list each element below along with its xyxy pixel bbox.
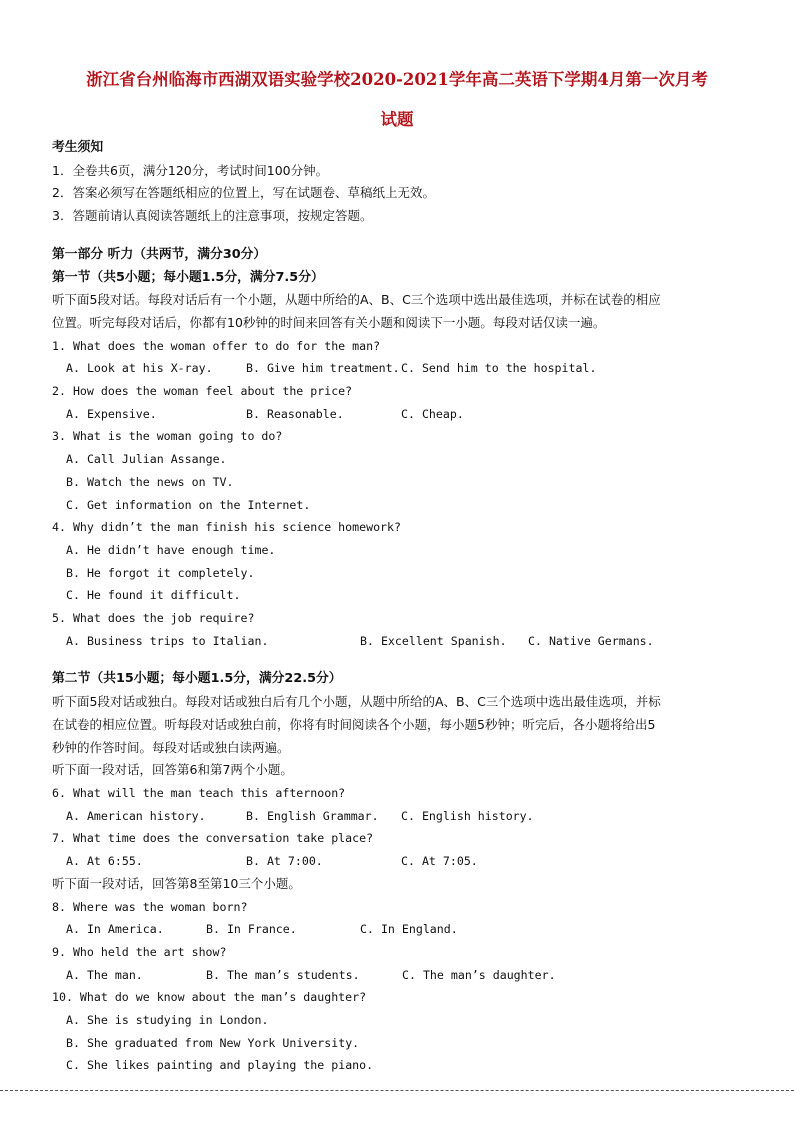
question-7-stem: 7. What time does the conversation take place? — [52, 831, 374, 846]
question-7-option-c: C. At 7:05. — [401, 854, 478, 869]
question-6-options — [52, 805, 752, 828]
question-5-options — [52, 630, 752, 653]
question-2-option-b: B. Reasonable. — [246, 406, 344, 421]
question-6-option-a: A. American history. — [66, 808, 206, 823]
question-10-option-b: B. She graduated from New York University. — [66, 1035, 360, 1050]
question-9-option-c: C. The man’s daughter. — [402, 967, 556, 982]
question-3-option-c: C. Get information on the Internet. — [66, 497, 311, 512]
question-2-stem-text: 2. How does the woman feel about the price? — [52, 384, 353, 399]
question-9-option-a: A. The man. — [66, 967, 143, 982]
exam-content — [52, 137, 752, 1077]
section2-instructions-1: 听下面5段对话或独白。每段对话或独白后有几个小题，从题中所给的A、B、C三个选项中选出最佳选项，并标 — [52, 694, 661, 710]
section2-instructions-2: 在试卷的相应位置。听每段对话或独白前，你将有时间阅读各个小题，每小题5秒钟；听完后，各小题将给出5 — [52, 716, 656, 732]
page-bottom-divider — [0, 1090, 794, 1091]
question-1-option-b: B. Give him treatment. — [246, 361, 400, 376]
question-2-options — [52, 403, 752, 426]
question-5-option-a: A. Business trips to Italian. — [66, 633, 269, 648]
question-4-stem: 4. Why didn’t the man finish his science homework? — [52, 520, 402, 535]
question-3-option-a: A. Call Julian Assange. — [66, 452, 227, 467]
section1-instructions-2: 位置。听完每段对话后，你都有10秒钟的时间来回答有关小题和阅读下一小题。每段对话仅读一遍。 — [52, 314, 606, 330]
question-2-option-c: C. Cheap. — [401, 406, 464, 421]
question-6-stem: 6. What will the man teach this afternoon? — [52, 785, 346, 800]
question-5-stem: 5. What does the job require? — [52, 611, 255, 626]
question-7-option-b: B. At 7:00. — [246, 854, 323, 869]
question-10-option-a: A. She is studying in London. — [66, 1013, 269, 1028]
question-9-stem: 9. Who held the art show? — [52, 944, 227, 959]
section2-heading: 第二节（共15小题；每小题1.5分，满分22.5分） — [52, 671, 342, 687]
question-7-option-a: A. At 6:55. — [66, 854, 143, 869]
exam-title-line2: 试题 — [380, 110, 414, 129]
question-2-option-a: A. Expensive. — [66, 406, 157, 421]
notice-item-2: 2．答案必须写在答题纸相应的位置上，写在试题卷、草稿纸上无效。 — [52, 185, 435, 201]
notice-heading: 考生须知 — [52, 140, 104, 155]
question-1-options — [52, 357, 752, 380]
question-3-stem: 3. What is the woman going to do? — [52, 429, 283, 444]
question-4-option-b: B. He forgot it completely. — [66, 565, 255, 580]
question-8-stem: 8. Where was the woman born? — [52, 899, 248, 914]
question-1-option-c: C. Send him to the hospital. — [401, 361, 597, 376]
question-5-option-b: B. Excellent Spanish. — [360, 633, 507, 648]
question-1-option-a: A. Look at his X-ray. — [66, 361, 213, 376]
question-7-options — [52, 850, 752, 873]
question-9-options — [52, 964, 752, 987]
question-8-options — [52, 918, 752, 941]
part1-heading: 第一部分 听力（共两节，满分30分） — [52, 246, 267, 262]
lead-questions-6-7: 听下面一段对话，回答第6和第7两个小题。 — [52, 762, 293, 778]
question-6-option-c: C. English history. — [401, 808, 534, 823]
question-8-option-b: B. In France. — [206, 922, 297, 937]
lead-questions-8-10: 听下面一段对话，回答第8至第10三个小题。 — [52, 875, 301, 891]
question-8-option-a: A. In America. — [66, 922, 164, 937]
question-3-option-b: B. Watch the news on TV. — [66, 474, 234, 489]
section2-instructions-3: 秒钟的作答时间。每段对话或独白读两遍。 — [52, 739, 290, 755]
question-8-option-c: C. In England. — [360, 922, 458, 937]
question-10-stem: 10. What do we know about the man’s daughter? — [52, 990, 367, 1005]
question-1-stem: 1. What does the woman offer to do for the man? — [52, 338, 381, 353]
question-6-option-b: B. English Grammar. — [246, 808, 379, 823]
question-5-option-c: C. Native Germans. — [528, 633, 654, 648]
notice-item-3: 3．答题前请认真阅读答题纸上的注意事项，按规定答题。 — [52, 208, 373, 224]
notice-item-1: 1．全卷共6页，满分120分，考试时间100分钟。 — [52, 162, 329, 178]
question-4-option-a: A. He didn’t have enough time. — [66, 542, 276, 557]
question-9-option-b: B. The man’s students. — [206, 967, 360, 982]
question-10-option-c: C. She likes painting and playing the piano. — [66, 1058, 374, 1073]
section1-instructions-1: 听下面5段对话。每段对话后有一个小题，从题中所给的A、B、C三个选项中选出最佳选项，并标在试卷的相应 — [52, 292, 661, 308]
section1-heading: 第一节（共5小题；每小题1.5分，满分7.5分） — [52, 269, 324, 285]
question-4-option-c: C. He found it difficult. — [66, 588, 241, 603]
exam-title-line1: 浙江省台州临海市西湖双语实验学校2020-2021学年高二英语下学期4月第一次月考 — [86, 70, 708, 89]
